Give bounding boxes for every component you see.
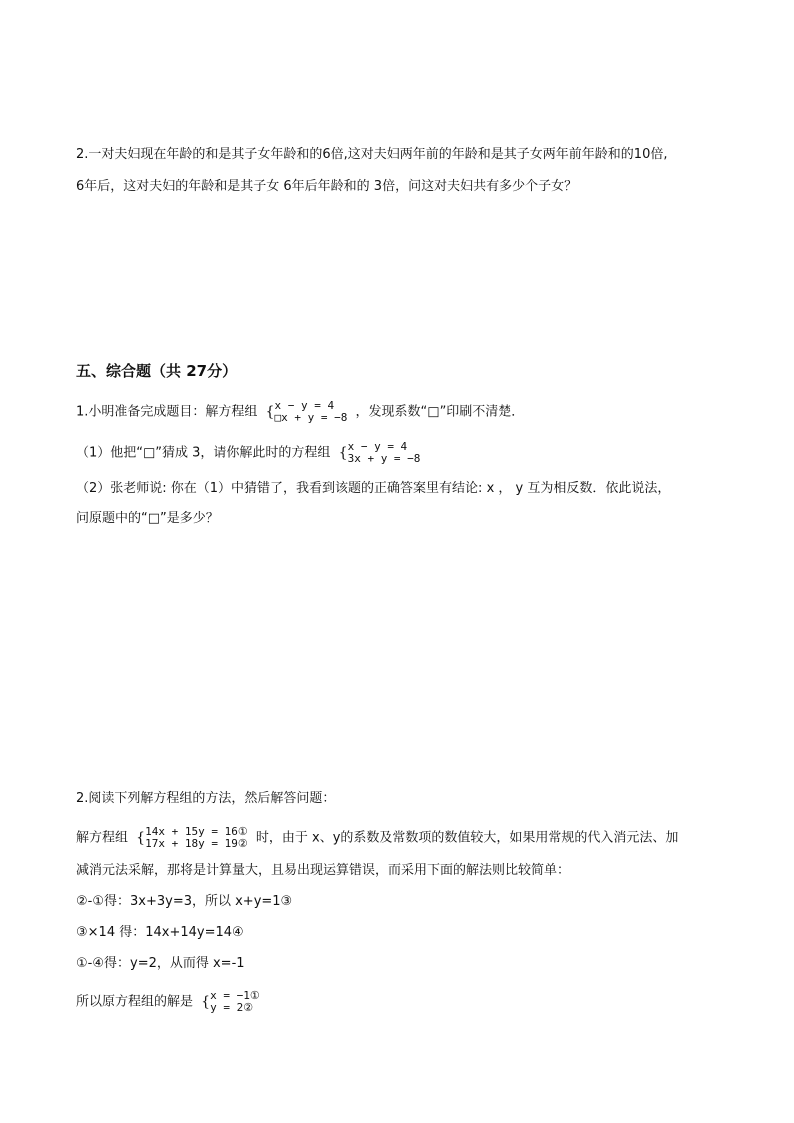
q2-intro-text-after: 时，由于 x、y的系数及常数项的数值较大，如果用常规的代入消元法、加 — [255, 830, 679, 846]
q2-line-2: 减消元法采解，那将是计算量大，且易出现运算错误，而采用下面的解法则比较简单： — [76, 863, 571, 878]
q1-part2-line-2: 问原题中的“□”是多少？ — [76, 511, 219, 526]
brace-symbol: { — [201, 994, 211, 1010]
q2-intro — [76, 826, 678, 850]
section-heading: 五、综合题（共 27分） — [76, 362, 238, 380]
equation-row: 3x + y = −8 — [347, 452, 421, 465]
equation-row: y = 2② — [210, 1001, 254, 1014]
q1-intro-text: 1.小明准备完成题目：解方程组 — [76, 404, 258, 420]
q1-intro — [76, 400, 524, 424]
q1-part1-text: （1）他把“□”猜成 3，请你解此时的方程组 — [76, 445, 331, 461]
q1-part1-equation-system — [339, 441, 421, 465]
brace-symbol: { — [265, 404, 275, 420]
equation-row: x − y = 4 — [274, 399, 335, 412]
equation-row: 14x + 15y = 16① — [145, 825, 248, 838]
q2-equation-system — [136, 826, 248, 850]
q2-step-3: ①-④得：y=2，从而得 x=-1 — [76, 956, 245, 971]
q2-title: 2.阅读下列解方程组的方法，然后解答问题： — [76, 791, 336, 806]
equation-row: x = −1① — [210, 989, 260, 1002]
q1-part1 — [76, 441, 424, 465]
equation-row: 17x + 18y = 19② — [145, 837, 248, 850]
brace-symbol: { — [136, 830, 146, 846]
q2-answer — [76, 990, 264, 1014]
equation-row: □x + y = −8 — [274, 411, 348, 424]
brace-symbol: { — [338, 445, 348, 461]
q2-top-line-1: 2.一对夫妇现在年龄的和是其子女年龄和的6倍,这对夫妇两年前的年龄和是其子女两年前年龄和的10倍, — [76, 147, 668, 162]
q2-intro-text: 解方程组 — [76, 830, 129, 846]
equation-row: x − y = 4 — [347, 440, 408, 453]
q1-equation-system — [266, 400, 348, 424]
q1-part2-line-1: （2）张老师说: 你在（1）中猜错了，我看到该题的正确答案里有结论: x ， y 互为相反数．依此说法， — [76, 481, 671, 496]
q2-step-2: ③×14 得：14x+14y=14④ — [76, 925, 244, 940]
q2-top-line-2: 6年后，这对夫妇的年龄和是其子女 6年后年龄和的 3倍，问这对夫妇共有多少个子女？ — [76, 179, 578, 194]
q1-intro-text-after: ，发现系数“□”印刷不清楚． — [355, 404, 525, 420]
q2-answer-text: 所以原方程组的解是 — [76, 994, 194, 1010]
q2-answer-equation-system — [201, 990, 260, 1014]
q2-step-1: ②-①得：3x+3y=3，所以 x+y=1③ — [76, 894, 293, 909]
